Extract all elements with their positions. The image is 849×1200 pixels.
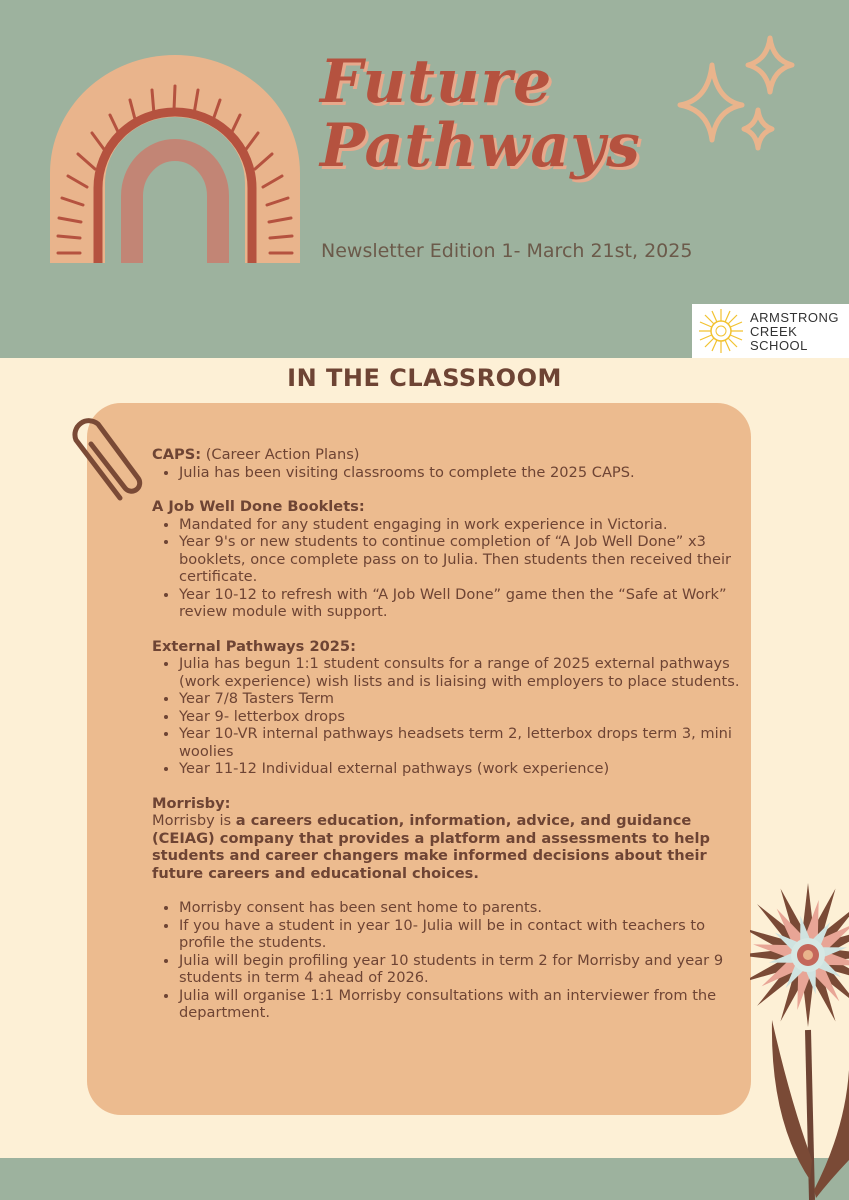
logo-text <box>750 311 839 353</box>
list-item: • Year 9's or new students to continue completion of “A Job Well Done” x3 booklets, once complete pass on to Julia. Then students then received their certificate. <box>179 533 742 586</box>
section-title: IN THE CLASSROOM <box>287 364 562 392</box>
footer-band <box>0 1158 849 1200</box>
morrisby-heading: Morrisby: <box>152 794 231 812</box>
list-item: • Year 10-VR internal pathways headsets term 2, letterbox drops term 3, mini woolies <box>179 725 742 760</box>
job-well-done-heading: A Job Well Done Booklets: <box>152 498 365 515</box>
title-line-2: Pathways <box>320 111 641 181</box>
morrisby-intro-bold: a careers education, information, advice, and guidance (CEIAG) company that provides a platform and assessments to help students and career changers make informed decisions about their future careers and educational choices. <box>152 812 710 882</box>
caps-heading <box>152 446 742 464</box>
list-item: • Year 7/8 Tasters Term <box>179 690 742 708</box>
job-well-done-section <box>152 498 742 621</box>
caps-label-rest: (Career Action Plans) <box>201 446 360 463</box>
list-item: • Mandated for any student engaging in work experience in Victoria. <box>179 516 742 534</box>
external-pathways-list <box>152 655 742 778</box>
list-item: • Year 9- letterbox drops <box>179 708 742 726</box>
morrisby-intro <box>152 812 742 882</box>
newsletter-title <box>320 47 680 181</box>
title-line-1: Future <box>320 47 553 117</box>
list-item: • Year 10-12 to refresh with “A Job Well Done” game then the “Safe at Work” review module with support. <box>179 586 742 621</box>
logo-line-2: CREEK <box>750 324 798 339</box>
external-pathways-section <box>152 638 742 778</box>
list-item: • Julia has begun 1:1 student consults for a range of 2025 external pathways (work experience) wish lists and is liaising with employers to place students. <box>179 655 742 690</box>
list-item: • Morrisby consent has been sent home to parents. <box>179 899 742 917</box>
external-pathways-heading: External Pathways 2025: <box>152 637 356 655</box>
sparkles-icon <box>672 30 802 160</box>
caps-list <box>152 464 742 482</box>
list-item: • Julia will organise 1:1 Morrisby consultations with an interviewer from the department. <box>179 987 742 1022</box>
morrisby-section <box>152 795 742 1022</box>
job-well-done-list <box>152 516 742 621</box>
classroom-content <box>152 446 742 1039</box>
list-item: • Julia has been visiting classrooms to complete the 2025 CAPS. <box>179 464 742 482</box>
morrisby-list <box>152 899 742 1022</box>
sun-logo-icon <box>695 307 747 355</box>
list-item: • Year 11-12 Individual external pathways (work experience) <box>179 760 742 778</box>
list-item: • Julia will begin profiling year 10 students in term 2 for Morrisby and year 9 students in term 4 ahead of 2026. <box>179 952 742 987</box>
school-logo <box>692 304 849 358</box>
caps-section <box>152 446 742 481</box>
paperclip-icon <box>58 400 153 510</box>
flower-illustration <box>750 880 849 1200</box>
caps-label: CAPS: <box>152 446 202 463</box>
newsletter-edition: Newsletter Edition 1- March 21st, 2025 <box>321 240 693 262</box>
logo-line-3: SCHOOL <box>750 338 808 353</box>
rainbow-illustration <box>40 48 310 273</box>
list-item: • If you have a student in year 10- Julia will be in contact with teachers to profile the students. <box>179 917 742 952</box>
logo-line-1: ARMSTRONG <box>750 310 839 325</box>
morrisby-intro-plain: Morrisby is <box>152 812 236 829</box>
